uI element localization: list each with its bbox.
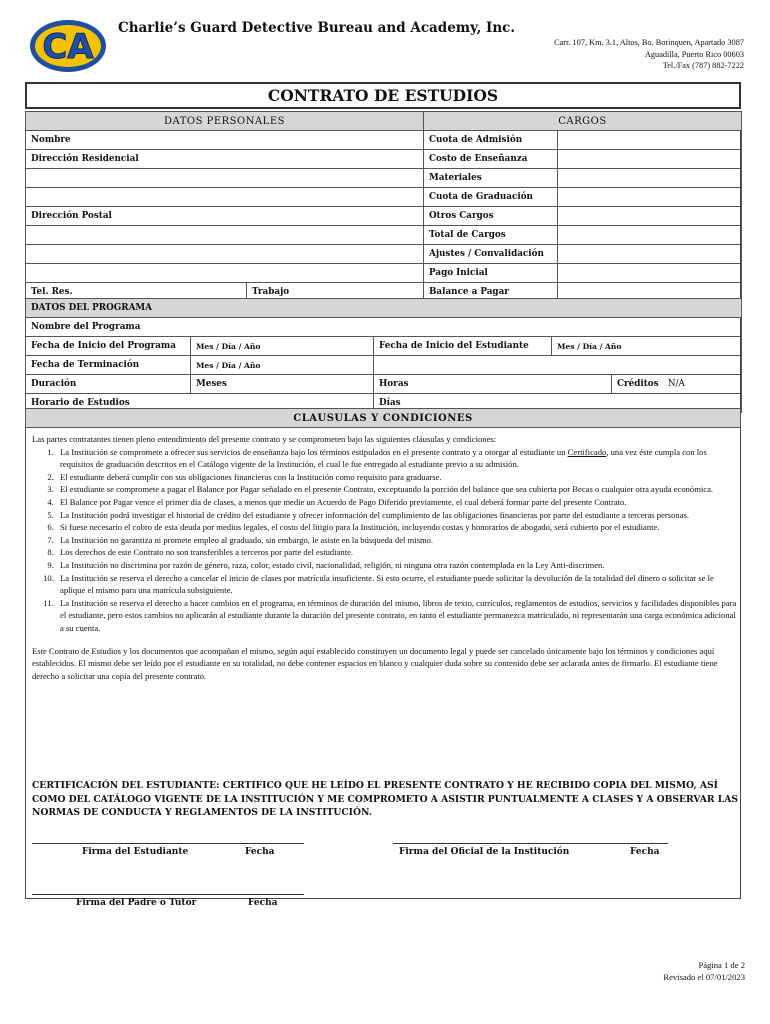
clause-item: 3. El estudiante se compromete a pagar el Balance por Pagar señalado en el presente Contrato, exceptuando la porción del balance que sea cubierta por Becas o cualquier otra ayuda económica. [56, 483, 738, 496]
clause-item: 4. El Balance por Pagar vence el primer día de clases, a menos que medie un Acuerdo de Pago Diferido previamente, el cual deberá formar parte del presente Contrato. [56, 496, 738, 509]
cargo-value-field[interactable] [558, 245, 742, 264]
cargo-label: Ajustes / Convalidación [424, 245, 558, 264]
clause-item: 2. El estudiante deberá cumplir con sus obligaciones financieras con la Institución como requisito para graduarse. [56, 471, 738, 484]
clauses-list [32, 446, 738, 635]
cargo-label: Cuota de Admisión [424, 131, 558, 150]
direccion-residencial-field[interactable]: Dirección Residencial [26, 150, 424, 169]
phone-number: Tel./Fax (787) 882-7222 [662, 61, 744, 70]
nombre-field[interactable]: Nombre [26, 131, 424, 150]
academy-logo [27, 17, 109, 75]
clauses-body [32, 433, 738, 682]
direccion-postal-line-4[interactable] [26, 264, 424, 283]
cargo-value-field[interactable] [558, 207, 742, 226]
clause-item: 9. La Institución no discrimina por razón de género, raza, color, estado civil, nacionalidad, religión, ni ninguna otra razón contemplada en la Ley Anti-discrimen. [56, 559, 738, 572]
direccion-postal-field[interactable]: Dirección Postal [26, 207, 424, 226]
direccion-postal-line-2[interactable] [26, 226, 424, 245]
guardian-signature-line[interactable] [32, 894, 304, 895]
clause-item: 7. La Institución no garantiza ni promete empleo al graduado, sin embargo, le asiste en la búsqueda del mismo. [56, 534, 738, 547]
personal-and-charges-table [25, 111, 742, 302]
dias-field[interactable]: Días [374, 394, 742, 413]
trabajo-field[interactable]: Trabajo [247, 283, 424, 302]
student-signature-label: Firma del Estudiante [82, 847, 189, 857]
page-number: Página 1 de 2 [698, 960, 745, 970]
student-date-label: Fecha [245, 847, 275, 857]
programa-header: DATOS DEL PROGRAMA [26, 299, 742, 318]
creditos-label: Créditos [617, 379, 659, 389]
clauses-closing: Este Contrato de Estudios y los documentos que acompañan el mismo, según aquí establecido constituyen un documento legal y puede ser cancelado únicamente bajo los términos y condiciones aquí establecidos. El mismo debe ser leído por el estudiante en su totalidad, no debe contener espacios en blanco y cualquier duda sobre su contenido debe ser aclarada antes de firmarlo. El estudiante tiene derecho a solicitar una copia del presente contrato. [32, 645, 718, 681]
clause-item: 5. La Institución podrá investigar el historial de crédito del estudiante y ofrecer información del cumplimiento de las obligaciones financieras por parte del estudiante a terceras personas. [56, 509, 738, 522]
cargo-value-field[interactable] [558, 131, 742, 150]
revision-date: Revisado el 07/01/2023 [663, 972, 745, 982]
program-table [25, 298, 742, 413]
student-certification: CERTIFICACIÓN DEL ESTUDIANTE: CERTIFICO QUE HE LEÍDO EL PRESENTE CONTRATO Y HE RECIBIDO COPIA DEL MISMO, ASÍ COMO DEL CATÁLOGO VIGENTE DE LA INSTITUCIÓN Y ME COMPROMETO A ASISTIR PUNTUALMENTE A CLASES Y A OBSERVAR LAS NORMAS DE CONDUCTA Y REGLAMENTOS DE LA INSTITUCIÓN. [32, 780, 738, 818]
cargo-value-field[interactable] [558, 150, 742, 169]
official-date-label: Fecha [630, 847, 660, 857]
organization-name: Charlie’s Guard Detective Bureau and Academy, Inc. [118, 20, 516, 36]
cargo-label: Balance a Pagar [424, 283, 558, 302]
duracion-label: Duración [26, 375, 191, 394]
cargo-label: Costo de Enseñanza [424, 150, 558, 169]
fecha-terminacion-field[interactable]: Mes / Día / Año [191, 356, 374, 375]
student-signature-line[interactable] [32, 843, 304, 844]
clauses-header-table [25, 408, 741, 428]
organization-address [554, 37, 744, 72]
cargo-label: Total de Cargos [424, 226, 558, 245]
cargo-value-field[interactable] [558, 264, 742, 283]
clausulas-header: CLAUSULAS Y CONDICIONES [26, 409, 741, 428]
fecha-inicio-programa-field[interactable]: Mes / Día / Año [191, 337, 374, 356]
tel-res-field[interactable]: Tel. Res. [26, 283, 247, 302]
fecha-inicio-estudiante-label: Fecha de Inicio del Estudiante [374, 337, 552, 356]
cargo-label: Pago Inicial [424, 264, 558, 283]
horas-field[interactable]: Horas [374, 375, 612, 394]
creditos-field[interactable] [612, 375, 742, 394]
clause-item: 8. Los derechos de este Contrato no son transferibles a terceros por parte del estudiante. [56, 546, 738, 559]
direccion-residencial-line-2[interactable] [26, 169, 424, 188]
clauses-intro: Las partes contratantes tienen pleno entendimiento del presente contrato y se comprometen bajo las siguientes cláusulas y condiciones: [32, 434, 497, 444]
horario-field[interactable]: Horario de Estudios [26, 394, 374, 413]
clause-item: 11. La Institución se reserva el derecho a hacer cambios en el programa, en términos de duración del mismo, libros de texto, currículos, reglamentos de estudios, servicios y facilidades disponibles para el estudiante, pero estos cambios no aplicarán al estudiante durante la duración del presente contrato, en tanto el estudiante permanezca matriculado, ni representarán una carga económica adicional a su cuenta. [56, 597, 738, 635]
nombre-programa-field[interactable]: Nombre del Programa [26, 318, 742, 337]
meses-field[interactable]: Meses [191, 375, 374, 394]
clause-item: 1. La Institución se compromete a ofrecer sus servicios de enseñanza bajo los términos estipulados en el presente contrato y a otorgar al estudiante un Certificado, una vez éste cumpla con los requisitos de graduación descritos en el Catálogo vigente de la Institución, el cual le fue entregado al estudiante previo a su admisión. [56, 446, 738, 471]
cargo-label: Otros Cargos [424, 207, 558, 226]
datos-personales-header: DATOS PERSONALES [26, 112, 424, 131]
cargo-value-field[interactable] [558, 169, 742, 188]
official-signature-line[interactable] [393, 843, 668, 844]
cargo-label: Cuota de Graduación [424, 188, 558, 207]
creditos-value: N/A [667, 379, 685, 389]
cargo-value-field[interactable] [558, 188, 742, 207]
direccion-residencial-line-3[interactable] [26, 188, 424, 207]
document-title: CONTRATO DE ESTUDIOS [25, 82, 741, 109]
guardian-date-label: Fecha [248, 898, 278, 908]
blank-cell [374, 356, 742, 375]
fecha-inicio-estudiante-field[interactable]: Mes / Día / Año [552, 337, 742, 356]
clause-item: 10. La Institución se reserva el derecho a cancelar el inicio de clases por matrícula insuficiente. Si esto ocurre, el estudiante puede solicitar la devolución de la totalidad del dinero o solicitar se le aplique el mismo para una matrícula subsiguiente. [56, 572, 738, 597]
fecha-terminacion-label: Fecha de Terminación [26, 356, 191, 375]
cargos-header: CARGOS [424, 112, 742, 131]
page-footer [663, 959, 745, 983]
fecha-inicio-programa-label: Fecha de Inicio del Programa [26, 337, 191, 356]
clause-item: 6. Si fuese necesario el cobro de esta deuda por medios legales, el costo del litigio para la Institución, incluyendo costas y honorarios de abogado, será cubierto por el estudiante. [56, 521, 738, 534]
address-line-1: Carr. 107, Km. 3.1, Altos, Bo. Borinquen, Apartado 3087 [554, 38, 744, 47]
cargo-label: Materiales [424, 169, 558, 188]
official-signature-label: Firma del Oficial de la Institución [399, 847, 570, 857]
cargo-value-field[interactable] [558, 226, 742, 245]
svg-text:CA: CA [42, 27, 94, 67]
direccion-postal-line-3[interactable] [26, 245, 424, 264]
guardian-signature-label: Firma del Padre o Tutor [76, 898, 197, 908]
address-line-2: Aguadilla, Puerto Rico 00603 [644, 49, 744, 59]
